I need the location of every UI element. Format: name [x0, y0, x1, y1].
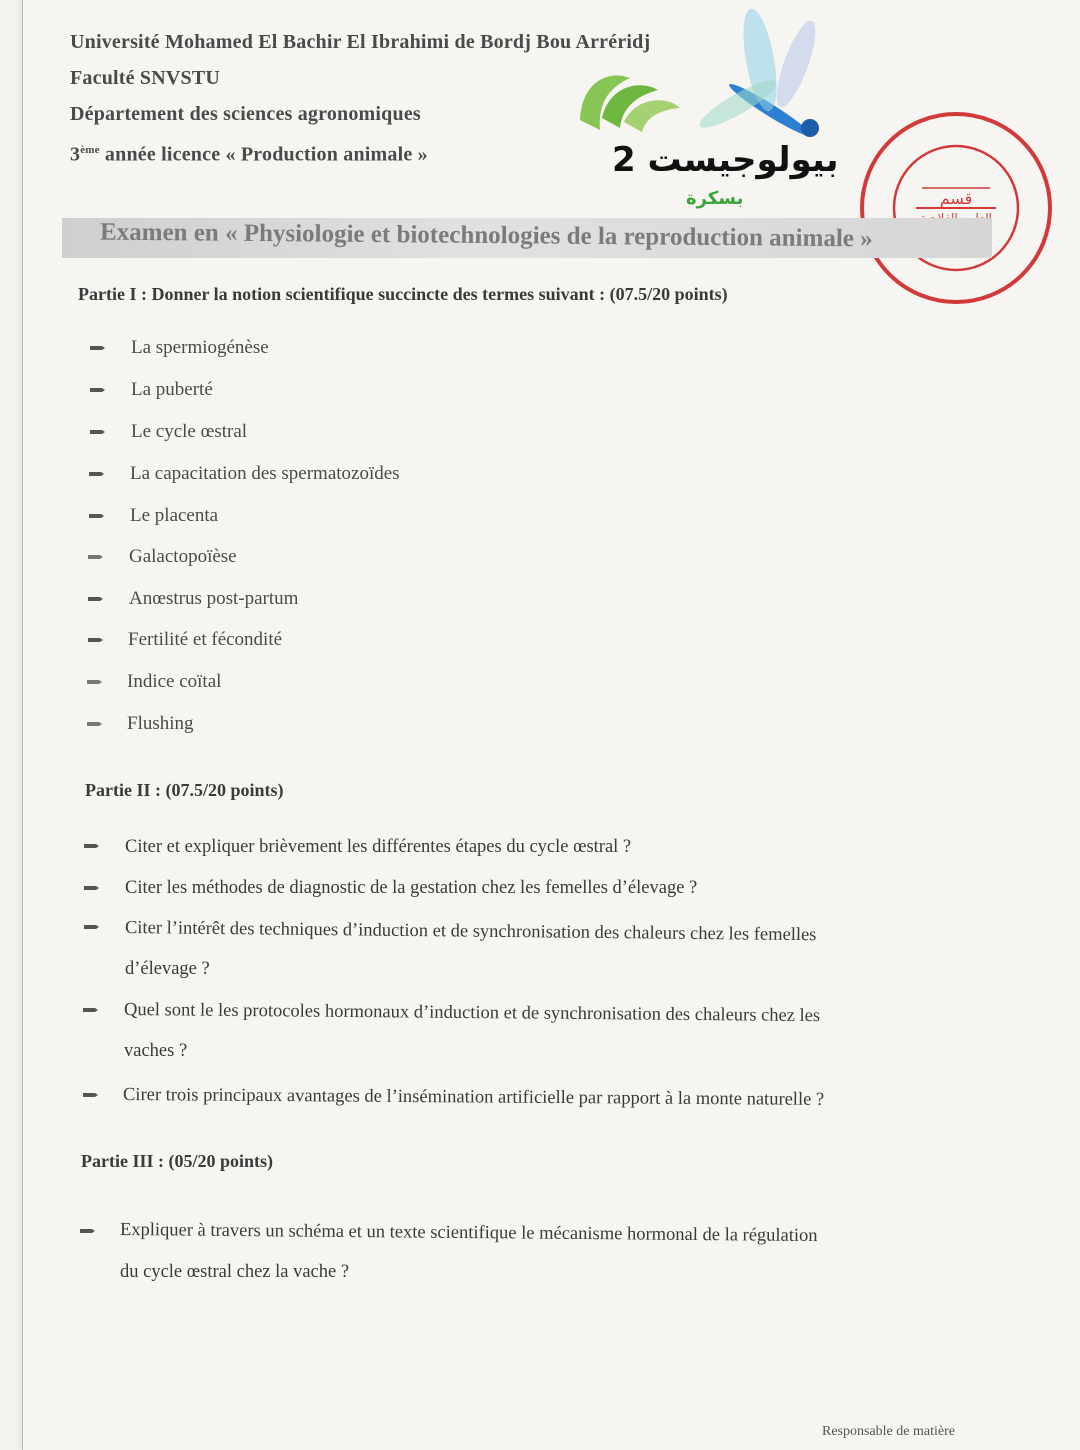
faculty-name: Faculté SNVSTU — [70, 67, 221, 89]
exam-title: Examen en « Physiologie et biotechnologies de la reproduction animale » — [99, 218, 873, 253]
term-item: Galactopoïèse — [129, 546, 237, 567]
pointing-hand-icon — [89, 512, 105, 520]
logo-subtitle: بسكرة — [686, 188, 744, 209]
pointing-hand-icon — [84, 923, 100, 931]
term-item: Fertilité et fécondité — [128, 629, 283, 650]
question-item-continued: vaches ? — [124, 1041, 188, 1061]
question-item: Cirer trois principaux avantages de l’insémination artificielle par rapport à la monte naturelle ? — [122, 1085, 825, 1110]
pointing-hand-icon — [88, 595, 104, 603]
question-item: Citer les méthodes de diagnostic de la gestation chez les femelles d’élevage ? — [125, 878, 698, 898]
study-level: 3ème année licence « Production animale » — [70, 143, 428, 166]
pointing-hand-icon — [84, 884, 100, 892]
svg-text:قسم: قسم — [939, 189, 973, 208]
pointing-hand-icon — [88, 636, 104, 644]
pointing-hand-icon — [87, 720, 103, 728]
part2-title: Partie II : (07.5/20 points) — [85, 780, 284, 800]
pointing-hand-icon — [89, 470, 105, 478]
department-name: Département des sciences agronomiques — [70, 103, 421, 125]
question-item-continued: du cycle œstral chez la vache ? — [120, 1262, 350, 1282]
pointing-hand-icon — [87, 678, 103, 686]
question-item: Citer et expliquer brièvement les différentes étapes du cycle œstral ? — [125, 837, 632, 857]
pointing-hand-icon — [80, 1227, 96, 1235]
pointing-hand-icon — [84, 842, 100, 850]
question-item: Quel sont le les protocoles hormonaux d’induction et de synchronisation des chaleurs chez les — [123, 1000, 821, 1027]
question-item-continued: d’élevage ? — [125, 959, 210, 979]
pointing-hand-icon — [90, 428, 106, 436]
pointing-hand-icon — [83, 1091, 99, 1099]
term-item: Flushing — [127, 713, 194, 734]
term-item: La spermiogénèse — [131, 337, 269, 358]
signature-label: Responsable de matière — [822, 1424, 955, 1439]
term-item: Le cycle œstral — [131, 421, 248, 442]
term-item: Le placenta — [130, 505, 219, 526]
term-item: La capacitation des spermatozoïdes — [130, 463, 400, 484]
term-item: Indice coïtal — [127, 671, 222, 692]
biologist-logo-icon — [560, 0, 860, 220]
pointing-hand-icon — [88, 553, 104, 561]
term-item: La puberté — [131, 379, 213, 400]
logo-text: بيولوجيست 2 — [612, 140, 839, 180]
department-stamp-icon — [856, 108, 1056, 308]
part3-title: Partie III : (05/20 points) — [81, 1151, 273, 1171]
term-item: Anœstrus post-partum — [129, 588, 299, 609]
pointing-hand-icon — [90, 344, 106, 352]
question-item: Citer l’intérêt des techniques d’induction et de synchronisation des chaleurs chez les femelles — [124, 918, 817, 946]
university-name: Université Mohamed El Bachir El Ibrahimi de Bordj Bou Arréridj — [70, 31, 651, 53]
pointing-hand-icon — [83, 1006, 99, 1014]
pointing-hand-icon — [90, 386, 106, 394]
question-item: Expliquer à travers un schéma et un texte scientifique le mécanisme hormonal de la régulation — [119, 1220, 818, 1247]
part1-title: Partie I : Donner la notion scientifique succincte des termes suivant : (07.5/20 points) — [78, 284, 728, 304]
